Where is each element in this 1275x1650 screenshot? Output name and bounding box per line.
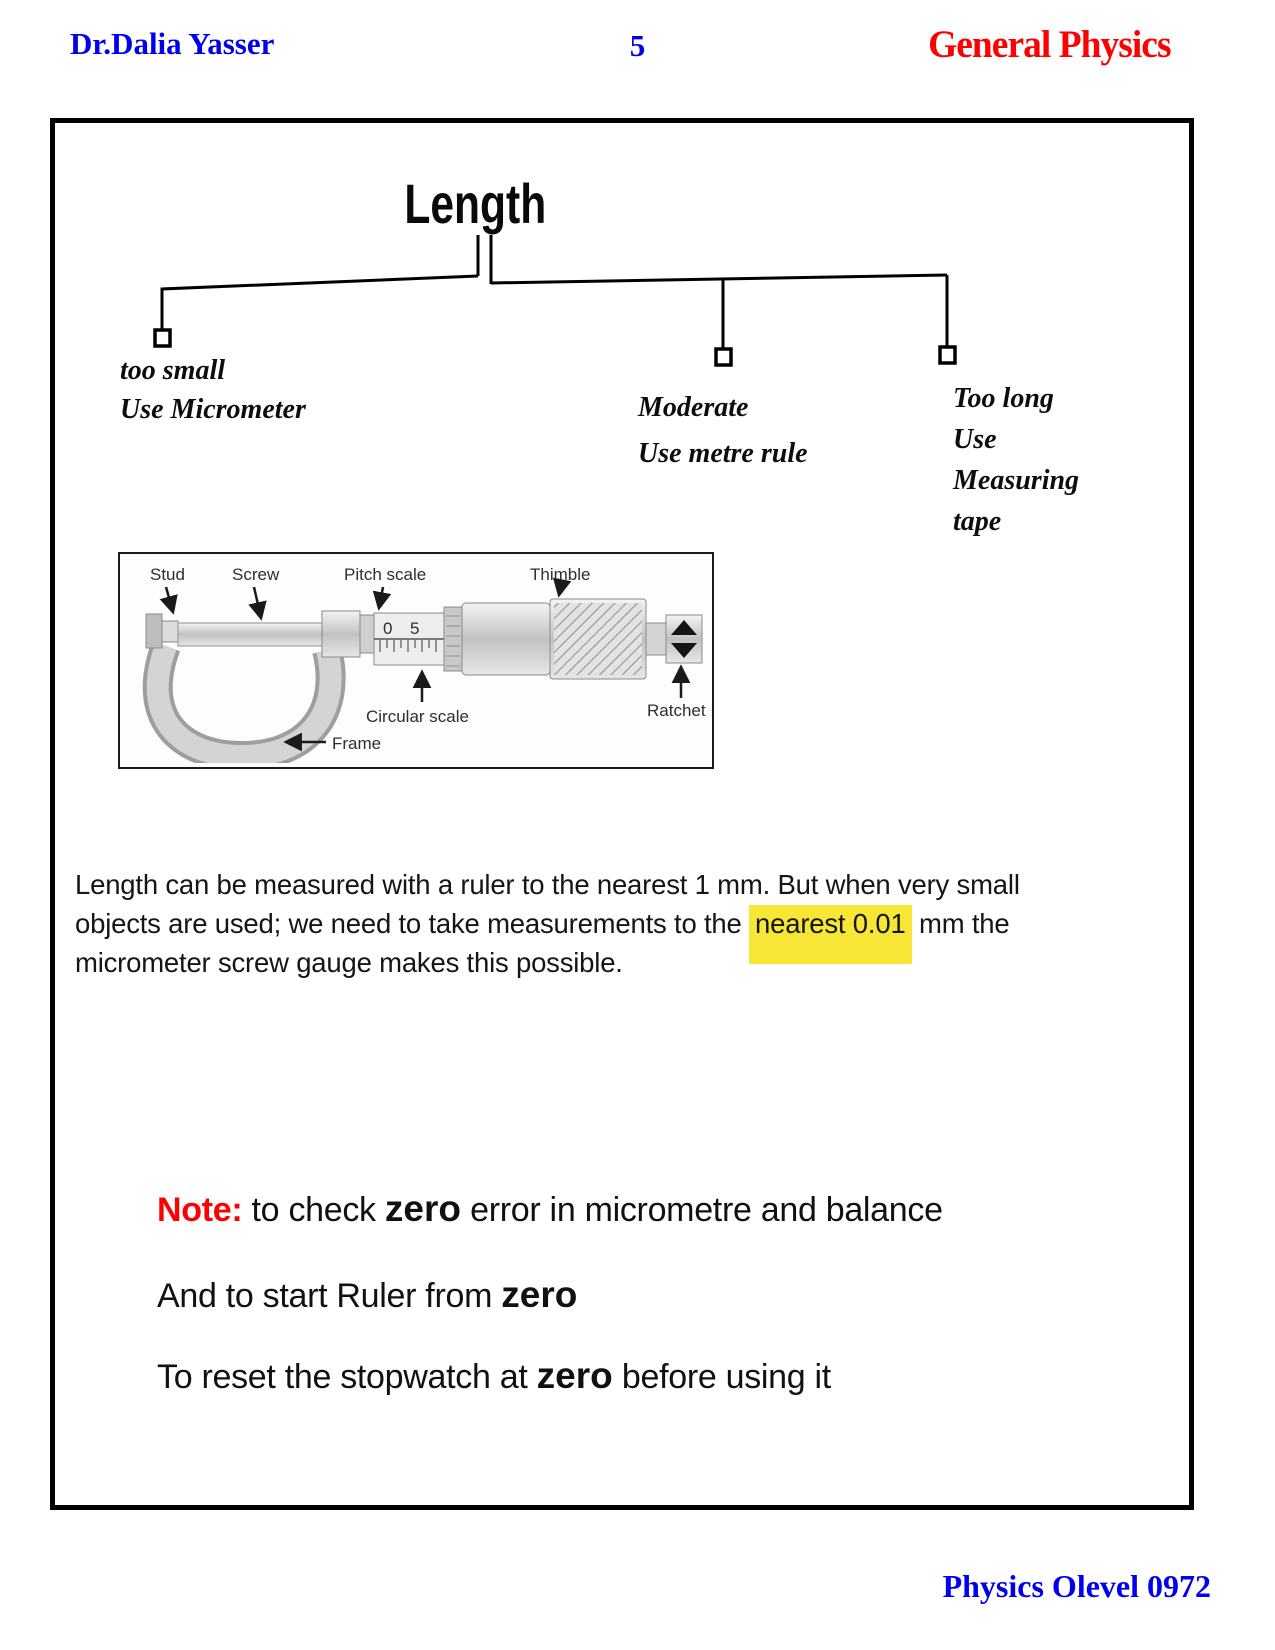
highlighted-text: nearest 0.01 xyxy=(749,905,912,964)
branch-too-small xyxy=(120,351,306,429)
content-box xyxy=(50,118,1194,1510)
screw-label: Screw xyxy=(232,565,280,584)
branch-label: Measuring xyxy=(953,465,1080,496)
branch-label: Use xyxy=(953,424,997,455)
ratchet-label: Ratchet xyxy=(647,701,706,720)
pitch-scale-zero: 0 xyxy=(383,619,393,638)
stud-label: Stud xyxy=(150,565,185,584)
paragraph-line: micrometer screw gauge makes this possible. xyxy=(75,947,623,978)
frame-label: Frame xyxy=(332,734,382,753)
header-author: Dr.Dalia Yasser xyxy=(70,26,275,61)
branch-label: too small xyxy=(120,355,226,386)
note-line-1: Note: to check zero error in micrometre and balance xyxy=(157,1188,943,1229)
pitch-scale-label: Pitch scale xyxy=(344,565,427,584)
diagram-title: Length xyxy=(404,172,546,235)
pitch-scale-five: 5 xyxy=(410,619,420,638)
branch-label: Use Micrometer xyxy=(120,394,306,425)
branch-label: tape xyxy=(953,506,1002,537)
circular-scale-label: Circular scale xyxy=(366,707,469,726)
branch-label: Too long xyxy=(953,383,1054,414)
header-course-title: General Physics xyxy=(928,23,1171,66)
branch-too-long xyxy=(953,378,1079,542)
micrometer-diagram xyxy=(120,554,708,763)
note-label: Note: xyxy=(157,1191,243,1229)
branch-label: Moderate xyxy=(638,392,749,423)
header-page-number: 5 xyxy=(629,28,646,63)
branch-moderate xyxy=(638,385,808,477)
note-line-3: To reset the stopwatch at zero before using it xyxy=(157,1355,831,1396)
paragraph-line: objects are used; we need to take measurements to the nearest 0.01 mm the xyxy=(75,904,1135,943)
paragraph-line: Length can be measured with a ruler to the nearest 1 mm. But when very small xyxy=(75,869,1020,900)
paragraph xyxy=(75,865,1135,982)
branch-label: Use metre rule xyxy=(638,438,808,469)
note-line-2: And to start Ruler from zero xyxy=(157,1274,578,1315)
footer-course-code: Physics Olevel 0972 xyxy=(942,1568,1211,1604)
micrometer-figure xyxy=(118,552,714,769)
thimble-label: Thimble xyxy=(530,565,591,584)
